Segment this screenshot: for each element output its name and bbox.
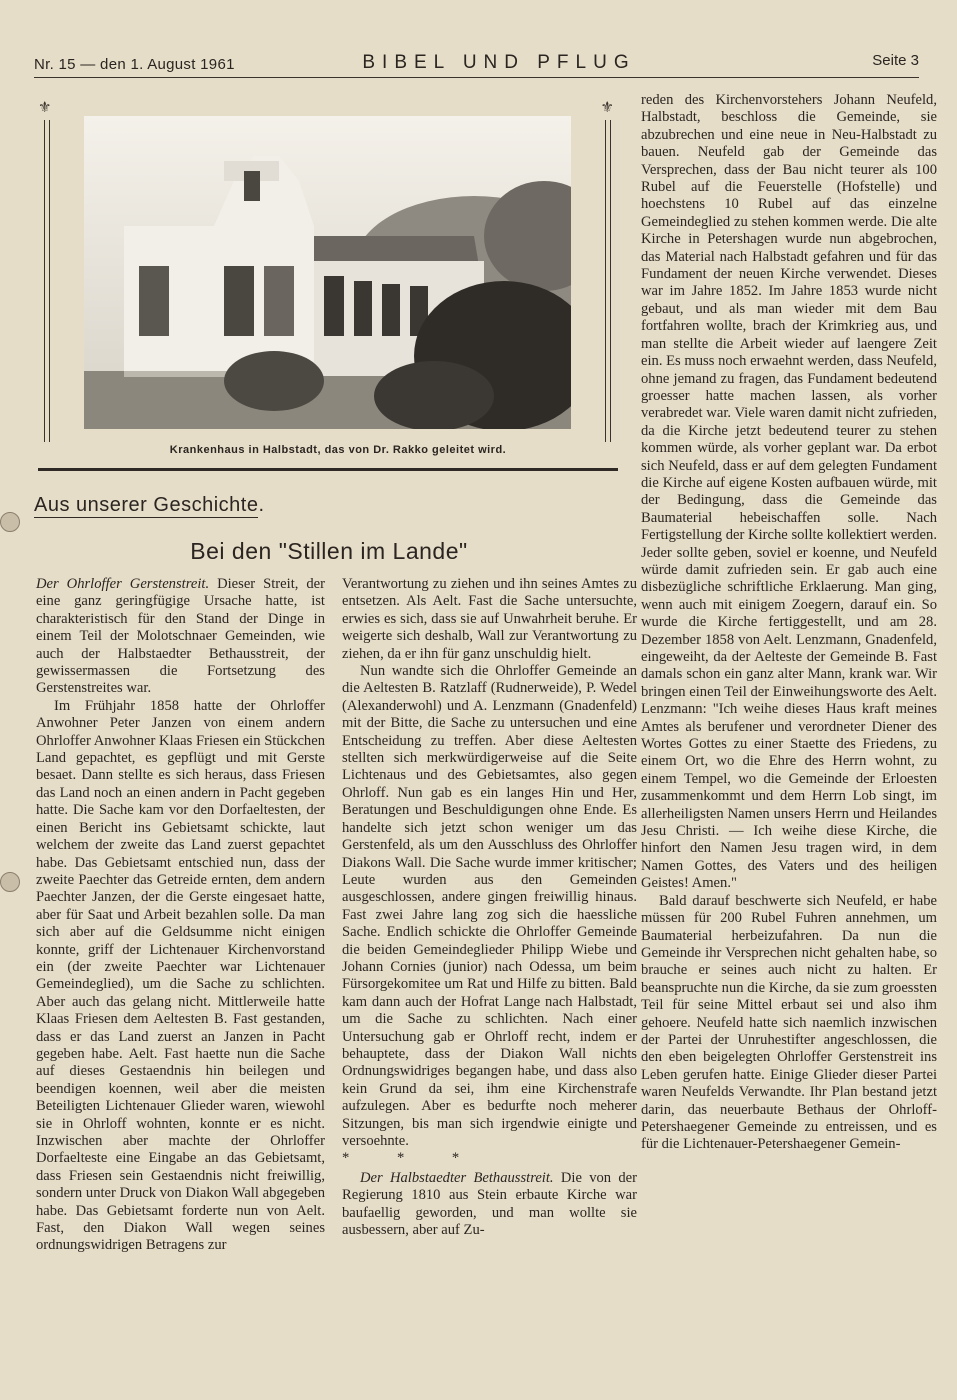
paragraph: Nun wandte sich die Ohrloffer Gemeinde an die Aeltesten B. Ratzlaff (Rudnerweide), P. Wedel (Alexanderwohl) und A. Lenzmann (Gnadenfeld) mit der Bitte, die Sache zu untersuchen und eine Entscheidung zu treffen. Aber diese Aeltesten stellten sich merkwürdigerweise auf die Seite Lichtenaus und des Gebietsamtes, also gegen Ohrloff. Nun gab es ein langes Hin und Her, Beratungen und Beschuldigungen ohne Ende. Es handelte sich jetzt schon weniger um das Gerstenfeld, als um den Ausschluss des Ohrloffer Diakons Wall. Die Sache wurde immer kritischer; Leute wurden aus den Gemeinden ausgeschlossen, andere gingen freiwillig hinaus. Fast zwei Jahre lang zog sich die haessliche Sache. Endlich schickte die Ohrloffer Gemeinde die beiden Gemeindeglieder Philipp Wiebe und Johann Cornies (junior) nach Odessa, um beim Fürsorgekomitee um Rat und Hilfe zu bitten. Bald kam dann auch der Hofrat Lange nach Halbstadt, um die Sache zu schlichten. Nach einer Untersuchung gab er Ohrloff recht, indem er behauptete, dass der Diakon Wall nichts Ordnungswidriges begangen habe, und dass also kein Grund da sei, ihm eine Kirchenstrafe aufzulegen. Aber es bedurfte noch meherer Sitzungen, bis man sich irgendwie einigte und versoehnte.	[342, 663, 637, 1149]
text-column-2	[342, 576, 637, 1239]
paragraph	[342, 1170, 637, 1240]
paragraph-text: Dieser Streit, der eine ganz geringfügige Ursache hatte, ist charakteristisch für den Stand der Dinge in einem Teil der Molotschnaer Gemeinden, wie auch der Halbstaedter Bethausstreit, der gewissermassen die Fortsetzung des Gerstenstreites war.	[36, 576, 326, 697]
section-heading-text: Aus unserer Geschichte	[34, 494, 259, 516]
text-column-1	[36, 576, 325, 1255]
subheading-bethausstreit: Der Halbstaedter Bethausstreit.	[360, 1169, 554, 1186]
page-number: Seite 3	[872, 52, 919, 69]
paragraph: Im Frühjahr 1858 hatte der Ohrloffer Anwohner Peter Janzen von einem andern Ohrloffer Anwohner Klaas Friesen ein Stückchen Land gepachtet, es gepflügt und mit Gerste besaet. Dann stellte es sich heraus, dass Friesen das Land noch an einen andern in Pacht gegeben hatte. Die Sache kam vor den Dorfaeltesten, der einen Bericht ins Gebietsamt schickte, laut welchem der zweite das Land zuerst gepachtet habe. Das Gebietsamt entschied nun, dass der zweite Paechter das Getreide ernten, dem andern Paechter Janzen, der die Gerste eingesaet hatte, aber für Saat und Arbeit bezahlen solle. Da man sich aber auf die Geldsumme nicht einigen konnte, griff der Lichtenauer Kirchenvorstand ein (der zweite Paechter war Lichtenauer Gemeindeglied), um die Sache zu schlichten. Aber auch das gelang nicht. Mittlerweile hatte Klaas Friesen dem Aeltesten B. Fast gestanden, dass er das Land zuerst an Janzen in Pacht gegeben habe. Aelt. Fast haette nun die Sache auf dieses Gestaendnis hin beilegen und beendigen koennen, weil aber die meisten Beteiligten Lichtenauer Glieder waren, wiewohl sie in Ohrloff wohnten, konnte er es nicht. Inzwischen aber machte der Ohrloffer Dorfaelteste eine Eingabe an das Gebietsamt, dass Friesen sein Gestaendnis nicht freiwillig, sondern unter Druck von Diakon Wall abgegeben habe. Das Gebietsamt forderte nun von Aelt. Fast, den Diakon Wall wegen seines ordnungswidrigen Betragens zur	[36, 697, 325, 1254]
article-title: Bei den "Stillen im Lande"	[190, 538, 468, 564]
paragraph: reden des Kirchenvorstehers Johann Neufeld, Halbstadt, beschloss die Gemeinde, sie abzubrechen und eine neue in Neu-Halbstadt zu bauen. Neufeld gab der Gemeinde das Versprechen, dass der Bau nicht teurer als 100 Rubel auf die Feuerstelle (Hofstelle) und hoechstens 10 Rubel auf das einzelne Gemeindeglied zu stehen kommen werde. Die alte Kirche in Petershagen wurde nun abgebrochen, das Material nach Halbstadt gefahren und für das Fundament der neuen Kirche verwendet. Dieses war im Jahre 1852. Im Jahre 1853 wurde nicht gebaut, und als man wieder mit dem Bau fortfahren wollte, brach der Krimkrieg aus, und man stellte die Arbeit wieder auf laengere Zeit ein. Es muss noch erwaehnt werden, dass Neufeld, ohne jemand zu fragen, das Fundament bedeutend groesser hatte machen lassen, als vorher verabredet war. Viele waren damit nicht zufrieden, da die Kirche jetzt bedeutend teurer zu stehen kommen würde, als vorher geplant war. Da erbot sich Neufeld, dass er auf dem gelegten Fundament die Kirche auf eigene Kosten aufbauen würde, mit der Bedingung, dass die Gemeinde das Baumaterial hebeischaffen solle. Nach Fertigstellung der Kirche sollte kollektiert werden. Jeder sollte geben, soviel er koenne, und Neufeld würde damit zufrieden sein. Er gab auch eine disbezügliche schriftliche Erklaerung. Man ging, wenn auch mit einigem Zoegern, darauf ein. So wurde die Kirche fertiggestellt, und am 28. Dezember 1858 von Aelt. Lenzmann, Gnadenfeld, eingeweiht, da der Aelteste der Gemeinde B. Fast damals schon ein ganz alter Mann, krank war. Wir bringen einen Teil der Einweihungsworte des Aelt. Lenzmann: "Ich weihe dieses Haus kraft meines Amtes als berufener und verordneter Diener des Wortes Gottes zu einer Staette des Friedens, zu einem Ort, wo die Ehre des Herrn wohnt, zu einem Tempel, wo die Gemeinde der Erloesten zusammenkommt und dem Herrn Lob singt, im allerheiligsten Namen unsers Herrn und Heilandes Jesu Christi. — Ich weihe diese Kirche, die hinfort den Namen Jesu tragen wird, in dem Namen Gottes, des Vaters und des heiligen Geistes! Amen."	[641, 92, 937, 892]
binder-hole-top	[0, 512, 20, 532]
photo-bottom-rule	[38, 468, 618, 471]
fleuron-ornament-right: ⚜	[600, 100, 614, 116]
photo-caption: Krankenhaus in Halbstadt, das von Dr. Rakko geleitet wird.	[169, 444, 507, 456]
fleuron-ornament-left: ⚜	[38, 100, 52, 116]
section-separator: * * *	[342, 1150, 482, 1167]
section-heading: Aus unserer Geschichte.	[34, 494, 265, 516]
hospital-photo	[84, 116, 571, 429]
text-column-3	[641, 92, 937, 1154]
frame-rule-left-2	[49, 120, 50, 442]
binder-hole-bottom	[0, 872, 20, 892]
paragraph	[36, 576, 325, 698]
frame-rule-right-1	[605, 120, 606, 442]
issue-date: Nr. 15 — den 1. August 1961	[34, 56, 235, 73]
photo-frame	[38, 98, 618, 470]
masthead-rule	[34, 77, 919, 78]
newspaper-title: BIBEL UND PFLUG	[362, 52, 636, 73]
masthead	[34, 50, 919, 80]
frame-rule-left-1	[44, 120, 45, 442]
frame-rule-right-2	[610, 120, 611, 442]
paragraph-text: Die von der Regierung 1810 aus Stein erbaute Kirche war baufaellig geworden, und man wollte sie ausbessern, aber auf Zu-	[342, 1169, 637, 1239]
paragraph: Bald darauf beschwerte sich Neufeld, er habe müssen für 200 Rubel Fuhren annehmen, um Baumaterial herbeizufahren. Da nun die Gemeinde ihr Versprechen nicht gehalten habe, so brauche er seines auch nicht zu halten. Er beanspruchte nun die Kirche, da sie zum groessten Teil für seine Mittel erbaut sei und also ihm gehoere. Neufeld hatte sich naemlich inzwischen der Partei der Unruhestifter angeschlossen, die den eben beigelegten Ohrloffer Gerstenstreit ins Leben gerufen hatte. Einige Glieder dieser Partei waren Neufelds Verwandte. Ihr Plan bestand jetzt darin, das neuerbaute Bethaus der Ohrloff-Petershaegener Gemeinde zu entreissen, und es für die Lichtenauer-Petershaegener Gemein-	[641, 892, 937, 1153]
subheading-gerstenstreit: Der Ohrloffer Gerstenstreit.	[36, 576, 210, 592]
paragraph: Verantwortung zu ziehen und ihn seines Amtes zu entsetzen. Als Aelt. Fast die Sache untersuchte, erwies es sich, dass sie auf Unwahrheit beruhe. Er weigerte sich deshalb, Wall zur Verantwortung zu ziehen, da er ihn für ganz unschuldig hielt.	[342, 576, 637, 662]
